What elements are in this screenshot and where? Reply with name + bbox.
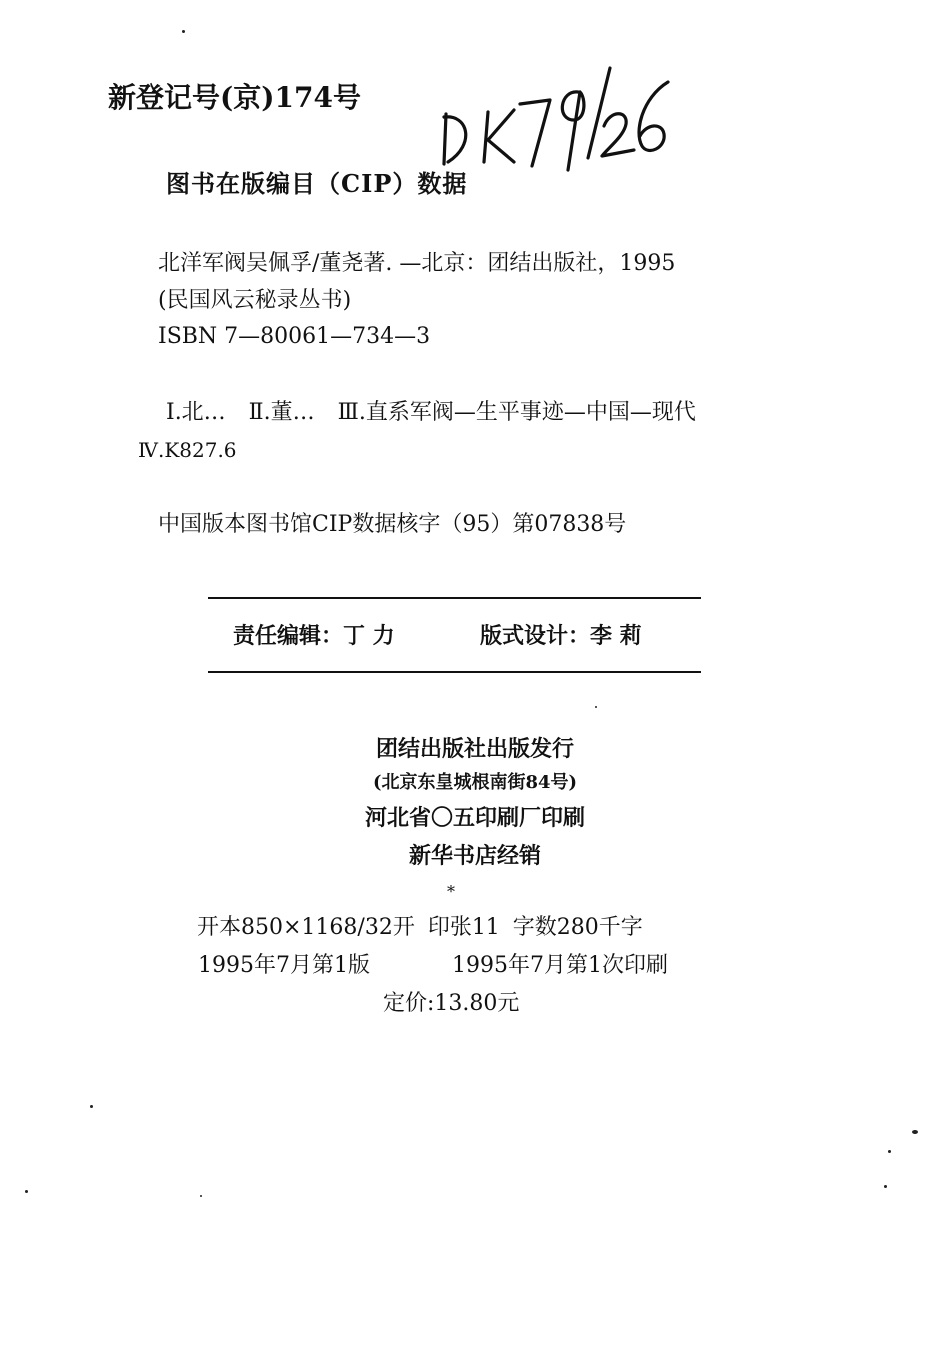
scan-speck bbox=[25, 1190, 28, 1193]
publisher-address: (北京东皇城根南街84号) bbox=[372, 772, 578, 793]
scan-speck bbox=[90, 1105, 93, 1108]
cip-number-line: 中国版本图书馆CIP数据核字（95）第07838号 bbox=[158, 512, 627, 537]
scan-speck bbox=[182, 30, 185, 33]
scan-speck bbox=[912, 1130, 918, 1134]
handwritten-call-number bbox=[428, 62, 678, 177]
cip-title-line: 北洋军阀吴佩孚/董尧著. —北京：团结出版社，1995 bbox=[158, 251, 676, 276]
distributor-line: 新华书店经销 bbox=[408, 843, 541, 869]
scan-speck bbox=[888, 1150, 891, 1153]
top-divider bbox=[208, 597, 701, 599]
printer-line: 河北省〇五印刷厂印刷 bbox=[364, 805, 585, 831]
printing-line: 1995年7月第1次印刷 bbox=[452, 953, 668, 978]
cip-class-line: Ⅳ.K827.6 bbox=[138, 438, 237, 462]
scan-speck bbox=[200, 1195, 202, 1197]
scan-speck bbox=[884, 1185, 887, 1188]
format-specs: 开本850×1168/32开 印张11 字数280千字 bbox=[197, 915, 643, 940]
layout-designer: 版式设计：李 莉 bbox=[480, 623, 642, 649]
scan-speck bbox=[595, 706, 597, 708]
cip-isbn-line: ISBN 7—80061—734—3 bbox=[158, 324, 431, 349]
bottom-divider bbox=[208, 671, 701, 673]
registration-number: 新登记号(京)174号 bbox=[108, 81, 361, 114]
cip-subject-line: Ⅰ.北… Ⅱ.董… Ⅲ.直系军阀—生平事迹—中国—现代 bbox=[166, 400, 696, 425]
cip-heading: 图书在版编目（CIP）数据 bbox=[166, 169, 468, 198]
responsible-editor: 责任编辑：丁 力 bbox=[233, 623, 395, 649]
price-line: 定价:13.80元 bbox=[383, 991, 520, 1016]
publisher-line: 团结出版社出版发行 bbox=[375, 736, 574, 762]
cip-series-line: (民国风云秘录丛书) bbox=[158, 288, 352, 313]
separator-star: * bbox=[447, 882, 455, 901]
edition-line: 1995年7月第1版 bbox=[198, 953, 370, 978]
